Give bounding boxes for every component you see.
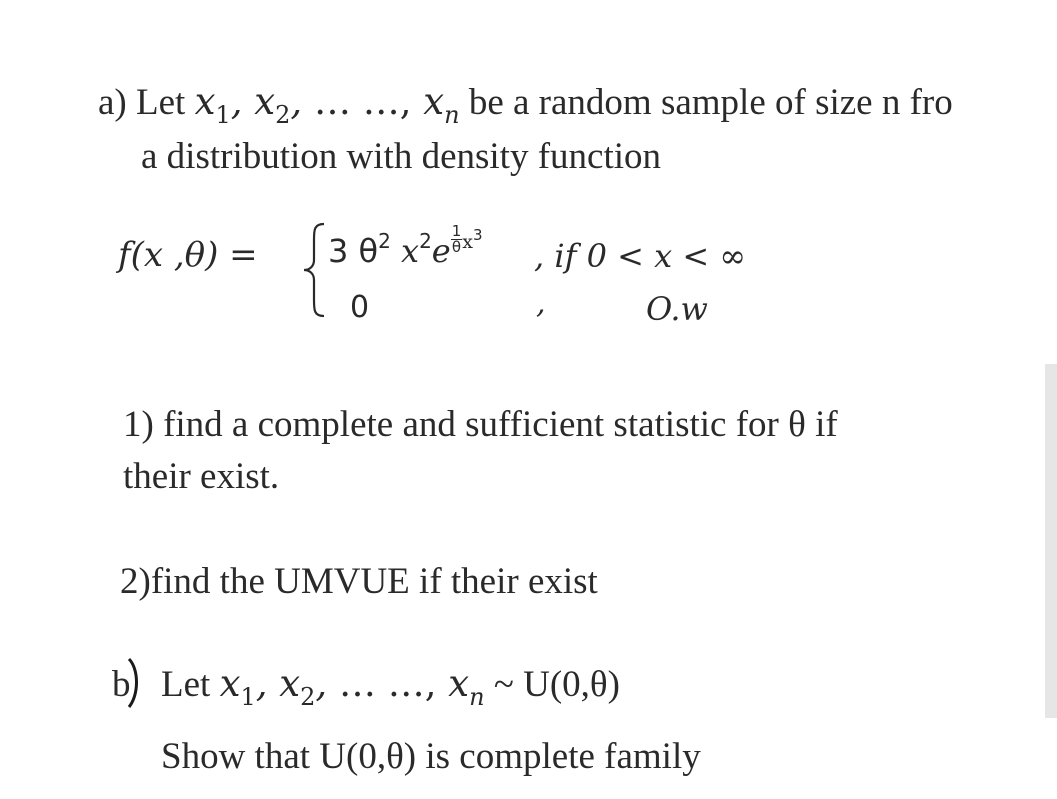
case1-condition: , if 0 < x < ∞ xyxy=(534,237,746,275)
question-2: 2)find the UMVUE if their exist xyxy=(120,561,598,602)
case1-expression: 3 $\theta^2$ $x^2e$ $\frac{1}{\theta}$ $^{x3}$ xyxy=(328,221,483,270)
question-1-line1: 1) find a complete and sufficient statistic for θ if xyxy=(123,404,838,445)
part-b-label: b xyxy=(112,664,131,705)
part-a-intro: Let xyxy=(136,82,186,123)
part-a-label: a) xyxy=(98,82,127,123)
formula-lhs: f(x ,θ) = xyxy=(118,235,258,275)
sample-variables: $x_1$, $x_2$, … …, $x_n$ xyxy=(194,80,460,129)
part-b-paren-icon xyxy=(125,655,147,711)
part-b-line1: Let $x_1$, $x_2$, … …, $x_n$ ~ U(0,θ) xyxy=(161,662,620,711)
uniform-dist: ~ U(0,θ) xyxy=(493,664,620,705)
case2-comma: , xyxy=(536,286,546,321)
case2-value: 0 xyxy=(350,290,370,325)
scrollbar[interactable] xyxy=(1045,364,1057,718)
case2-condition: O.w xyxy=(646,290,708,328)
exponent-fraction: $\frac{1}{\theta}$ xyxy=(451,221,462,256)
part-b-show-line: Show that U(0,θ) is complete family xyxy=(161,736,701,777)
part-a-after: be a random sample of size n fro xyxy=(468,82,953,123)
part-a-line2: a distribution with density function xyxy=(141,136,662,177)
question-1-line2: their exist. xyxy=(123,456,280,497)
part-a-line1 xyxy=(98,80,953,129)
left-brace-icon xyxy=(300,218,328,322)
